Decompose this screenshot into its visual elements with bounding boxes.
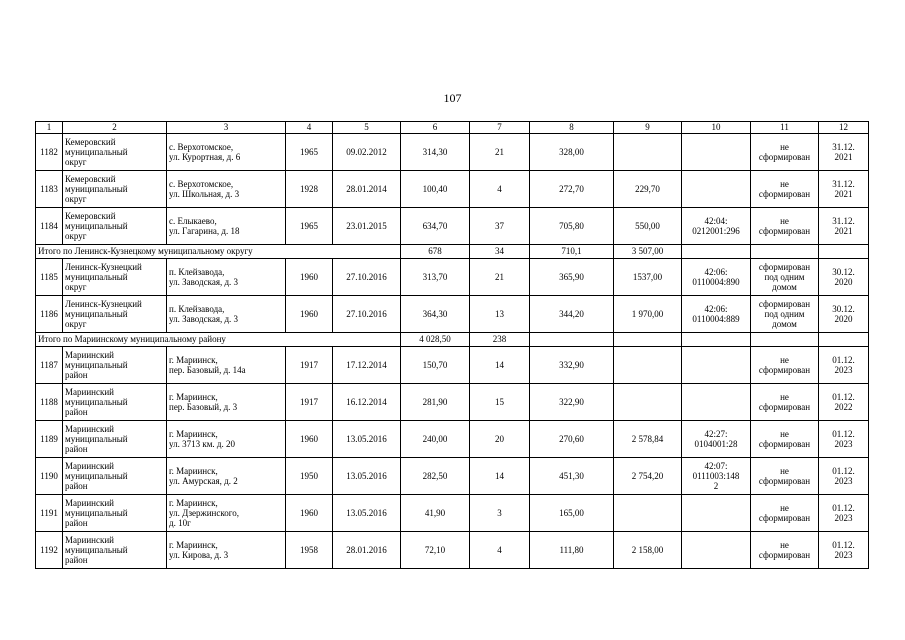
cell-resettlement-date: 31.12. 2021 bbox=[819, 171, 869, 208]
cell-build-year: 1960 bbox=[286, 296, 333, 333]
cell-land-status: сформирован под одним домом bbox=[751, 296, 819, 333]
cell-area: 282,50 bbox=[401, 458, 470, 495]
cell-resettlement-date: 01.12. 2023 bbox=[819, 458, 869, 495]
total-area: 4 028,50 bbox=[401, 333, 470, 347]
cell-residents: 21 bbox=[470, 134, 530, 171]
cell-land-status: не сформирован bbox=[751, 458, 819, 495]
cell-recognition-date: 28.01.2014 bbox=[333, 171, 401, 208]
col-header: 1 bbox=[36, 122, 63, 134]
cell-residents: 21 bbox=[470, 259, 530, 296]
cell-build-year: 1950 bbox=[286, 458, 333, 495]
cell-address: п. Клейзавода, ул. Заводская, д. 3 bbox=[167, 259, 286, 296]
cell-recognition-date: 09.02.2012 bbox=[333, 134, 401, 171]
cell-row-number: 1184 bbox=[36, 208, 63, 245]
total-label: Итого по Ленинск-Кузнецкому муниципальному округу bbox=[36, 245, 401, 259]
cell-land-status: не сформирован bbox=[751, 495, 819, 532]
empty-cell bbox=[819, 333, 869, 347]
table-row bbox=[36, 134, 869, 171]
cell-recognition-date: 16.12.2014 bbox=[333, 384, 401, 421]
cell-cadastral-number: 42:27: 0104001:28 bbox=[682, 421, 751, 458]
table-row bbox=[36, 384, 869, 421]
cell-cadastral-number: 42:04: 0212001:296 bbox=[682, 208, 751, 245]
cell-area: 240,00 bbox=[401, 421, 470, 458]
empty-cell bbox=[682, 333, 751, 347]
cell-row-number: 1187 bbox=[36, 347, 63, 384]
cell-area-col8: 328,00 bbox=[530, 134, 614, 171]
cell-land-status: не сформирован bbox=[751, 347, 819, 384]
cell-row-number: 1185 bbox=[36, 259, 63, 296]
cell-value-col9: 550,00 bbox=[614, 208, 682, 245]
col-header: 6 bbox=[401, 122, 470, 134]
col-header: 3 bbox=[167, 122, 286, 134]
cell-land-status: не сформирован bbox=[751, 134, 819, 171]
cell-area: 72,10 bbox=[401, 532, 470, 569]
total-area: 678 bbox=[401, 245, 470, 259]
col-header: 11 bbox=[751, 122, 819, 134]
cell-address: г. Мариинск, ул. 3713 км. д. 20 bbox=[167, 421, 286, 458]
cell-recognition-date: 27.10.2016 bbox=[333, 259, 401, 296]
empty-cell bbox=[530, 333, 614, 347]
cell-value-col9: 2 158,00 bbox=[614, 532, 682, 569]
cell-recognition-date: 27.10.2016 bbox=[333, 296, 401, 333]
cell-municipality: Ленинск-Кузнецкий муниципальный округ bbox=[63, 259, 167, 296]
cell-area: 634,70 bbox=[401, 208, 470, 245]
col-header: 4 bbox=[286, 122, 333, 134]
cell-build-year: 1965 bbox=[286, 134, 333, 171]
cell-cadastral-number: 42:06: 0110004:890 bbox=[682, 259, 751, 296]
cell-resettlement-date: 30.12. 2020 bbox=[819, 296, 869, 333]
cell-build-year: 1960 bbox=[286, 421, 333, 458]
cell-cadastral-number bbox=[682, 347, 751, 384]
cell-address: г. Мариинск, ул. Амурская, д. 2 bbox=[167, 458, 286, 495]
cell-resettlement-date: 01.12. 2023 bbox=[819, 421, 869, 458]
cell-residents: 3 bbox=[470, 495, 530, 532]
cell-cadastral-number bbox=[682, 171, 751, 208]
cell-cadastral-number bbox=[682, 495, 751, 532]
cell-municipality: Мариинский муниципальный район bbox=[63, 458, 167, 495]
cell-residents: 13 bbox=[470, 296, 530, 333]
cell-land-status: не сформирован bbox=[751, 421, 819, 458]
cell-value-col9 bbox=[614, 134, 682, 171]
cell-residents: 15 bbox=[470, 384, 530, 421]
cell-value-col9: 2 754,20 bbox=[614, 458, 682, 495]
cell-area-col8: 344,20 bbox=[530, 296, 614, 333]
cell-build-year: 1928 bbox=[286, 171, 333, 208]
cell-value-col9: 1537,00 bbox=[614, 259, 682, 296]
cell-value-col9: 1 970,00 bbox=[614, 296, 682, 333]
cell-value-col9: 2 578,84 bbox=[614, 421, 682, 458]
cell-address: с. Верхотомское, ул. Курортная, д. 6 bbox=[167, 134, 286, 171]
cell-area-col8: 272,70 bbox=[530, 171, 614, 208]
cell-land-status: не сформирован bbox=[751, 208, 819, 245]
cell-resettlement-date: 30.12. 2020 bbox=[819, 259, 869, 296]
empty-cell bbox=[614, 333, 682, 347]
cell-value-col9 bbox=[614, 384, 682, 421]
cell-address: с. Елыкаево, ул. Гагарина, д. 18 bbox=[167, 208, 286, 245]
column-number-header bbox=[36, 122, 869, 134]
cell-municipality: Кемеровский муниципальный округ bbox=[63, 171, 167, 208]
cell-residents: 14 bbox=[470, 347, 530, 384]
cell-resettlement-date: 01.12. 2022 bbox=[819, 384, 869, 421]
cell-municipality: Мариинский муниципальный район bbox=[63, 347, 167, 384]
total-row bbox=[36, 245, 869, 259]
cell-resettlement-date: 01.12. 2023 bbox=[819, 495, 869, 532]
cell-address: г. Мариинск, пер. Базовый, д. 3 bbox=[167, 384, 286, 421]
cell-municipality: Ленинск-Кузнецкий муниципальный округ bbox=[63, 296, 167, 333]
table-row bbox=[36, 171, 869, 208]
cell-address: с. Верхотомское, ул. Школьная, д. 3 bbox=[167, 171, 286, 208]
table-row bbox=[36, 208, 869, 245]
col-header: 12 bbox=[819, 122, 869, 134]
cell-resettlement-date: 01.12. 2023 bbox=[819, 347, 869, 384]
cell-build-year: 1917 bbox=[286, 384, 333, 421]
cell-build-year: 1960 bbox=[286, 259, 333, 296]
col-header: 7 bbox=[470, 122, 530, 134]
empty-cell bbox=[751, 245, 819, 259]
empty-cell bbox=[819, 245, 869, 259]
total-col8: 710,1 bbox=[530, 245, 614, 259]
cell-area-col8: 322,90 bbox=[530, 384, 614, 421]
cell-address: п. Клейзавода, ул. Заводская, д. 3 bbox=[167, 296, 286, 333]
cell-area: 314,30 bbox=[401, 134, 470, 171]
cell-area-col8: 111,80 bbox=[530, 532, 614, 569]
housing-register-table bbox=[35, 121, 869, 569]
total-label: Итого по Мариинскому муниципальному району bbox=[36, 333, 401, 347]
cell-cadastral-number: 42:06: 0110004:889 bbox=[682, 296, 751, 333]
cell-row-number: 1191 bbox=[36, 495, 63, 532]
cell-land-status: не сформирован bbox=[751, 384, 819, 421]
cell-value-col9: 229,70 bbox=[614, 171, 682, 208]
total-residents: 34 bbox=[470, 245, 530, 259]
total-col9: 3 507,00 bbox=[614, 245, 682, 259]
cell-resettlement-date: 31.12. 2021 bbox=[819, 208, 869, 245]
cell-area: 100,40 bbox=[401, 171, 470, 208]
table-row bbox=[36, 347, 869, 384]
cell-land-status: не сформирован bbox=[751, 532, 819, 569]
cell-recognition-date: 28.01.2016 bbox=[333, 532, 401, 569]
cell-residents: 20 bbox=[470, 421, 530, 458]
table-row bbox=[36, 458, 869, 495]
cell-residents: 37 bbox=[470, 208, 530, 245]
cell-build-year: 1960 bbox=[286, 495, 333, 532]
cell-recognition-date: 13.05.2016 bbox=[333, 495, 401, 532]
cell-area: 364,30 bbox=[401, 296, 470, 333]
cell-resettlement-date: 31.12. 2021 bbox=[819, 134, 869, 171]
cell-build-year: 1965 bbox=[286, 208, 333, 245]
cell-municipality: Кемеровский муниципальный округ bbox=[63, 208, 167, 245]
col-header: 10 bbox=[682, 122, 751, 134]
cell-municipality: Мариинский муниципальный район bbox=[63, 421, 167, 458]
cell-land-status: сформирован под одним домом bbox=[751, 259, 819, 296]
cell-municipality: Мариинский муниципальный район bbox=[63, 384, 167, 421]
cell-municipality: Кемеровский муниципальный округ bbox=[63, 134, 167, 171]
cell-cadastral-number bbox=[682, 532, 751, 569]
cell-municipality: Мариинский муниципальный район bbox=[63, 532, 167, 569]
cell-address: г. Мариинск, ул. Дзержинского, д. 10г bbox=[167, 495, 286, 532]
cell-recognition-date: 13.05.2016 bbox=[333, 458, 401, 495]
cell-recognition-date: 13.05.2016 bbox=[333, 421, 401, 458]
cell-value-col9 bbox=[614, 495, 682, 532]
cell-area-col8: 451,30 bbox=[530, 458, 614, 495]
cell-row-number: 1186 bbox=[36, 296, 63, 333]
cell-land-status: не сформирован bbox=[751, 171, 819, 208]
col-header: 2 bbox=[63, 122, 167, 134]
cell-row-number: 1189 bbox=[36, 421, 63, 458]
cell-area: 150,70 bbox=[401, 347, 470, 384]
cell-row-number: 1182 bbox=[36, 134, 63, 171]
cell-row-number: 1190 bbox=[36, 458, 63, 495]
cell-cadastral-number bbox=[682, 134, 751, 171]
cell-residents: 14 bbox=[470, 458, 530, 495]
cell-area-col8: 165,00 bbox=[530, 495, 614, 532]
empty-cell bbox=[751, 333, 819, 347]
cell-row-number: 1192 bbox=[36, 532, 63, 569]
page-number: 107 bbox=[443, 91, 462, 105]
table-row bbox=[36, 296, 869, 333]
table-row bbox=[36, 532, 869, 569]
cell-area: 281,90 bbox=[401, 384, 470, 421]
col-header: 5 bbox=[333, 122, 401, 134]
total-residents: 238 bbox=[470, 333, 530, 347]
cell-area: 41,90 bbox=[401, 495, 470, 532]
cell-cadastral-number bbox=[682, 384, 751, 421]
cell-residents: 4 bbox=[470, 532, 530, 569]
total-row bbox=[36, 333, 869, 347]
cell-build-year: 1917 bbox=[286, 347, 333, 384]
cell-cadastral-number: 42:07: 0111003:148 2 bbox=[682, 458, 751, 495]
cell-address: г. Мариинск, пер. Базовый, д. 14а bbox=[167, 347, 286, 384]
cell-recognition-date: 23.01.2015 bbox=[333, 208, 401, 245]
cell-area-col8: 270,60 bbox=[530, 421, 614, 458]
table-row bbox=[36, 495, 869, 532]
cell-address: г. Мариинск, ул. Кирова, д. 3 bbox=[167, 532, 286, 569]
cell-build-year: 1958 bbox=[286, 532, 333, 569]
table-row bbox=[36, 259, 869, 296]
cell-area: 313,70 bbox=[401, 259, 470, 296]
cell-row-number: 1188 bbox=[36, 384, 63, 421]
cell-area-col8: 332,90 bbox=[530, 347, 614, 384]
cell-area-col8: 705,80 bbox=[530, 208, 614, 245]
empty-cell bbox=[682, 245, 751, 259]
cell-recognition-date: 17.12.2014 bbox=[333, 347, 401, 384]
cell-row-number: 1183 bbox=[36, 171, 63, 208]
cell-value-col9 bbox=[614, 347, 682, 384]
cell-municipality: Мариинский муниципальный район bbox=[63, 495, 167, 532]
cell-area-col8: 365,90 bbox=[530, 259, 614, 296]
table-row bbox=[36, 421, 869, 458]
cell-resettlement-date: 01.12. 2023 bbox=[819, 532, 869, 569]
cell-residents: 4 bbox=[470, 171, 530, 208]
col-header: 9 bbox=[614, 122, 682, 134]
col-header: 8 bbox=[530, 122, 614, 134]
